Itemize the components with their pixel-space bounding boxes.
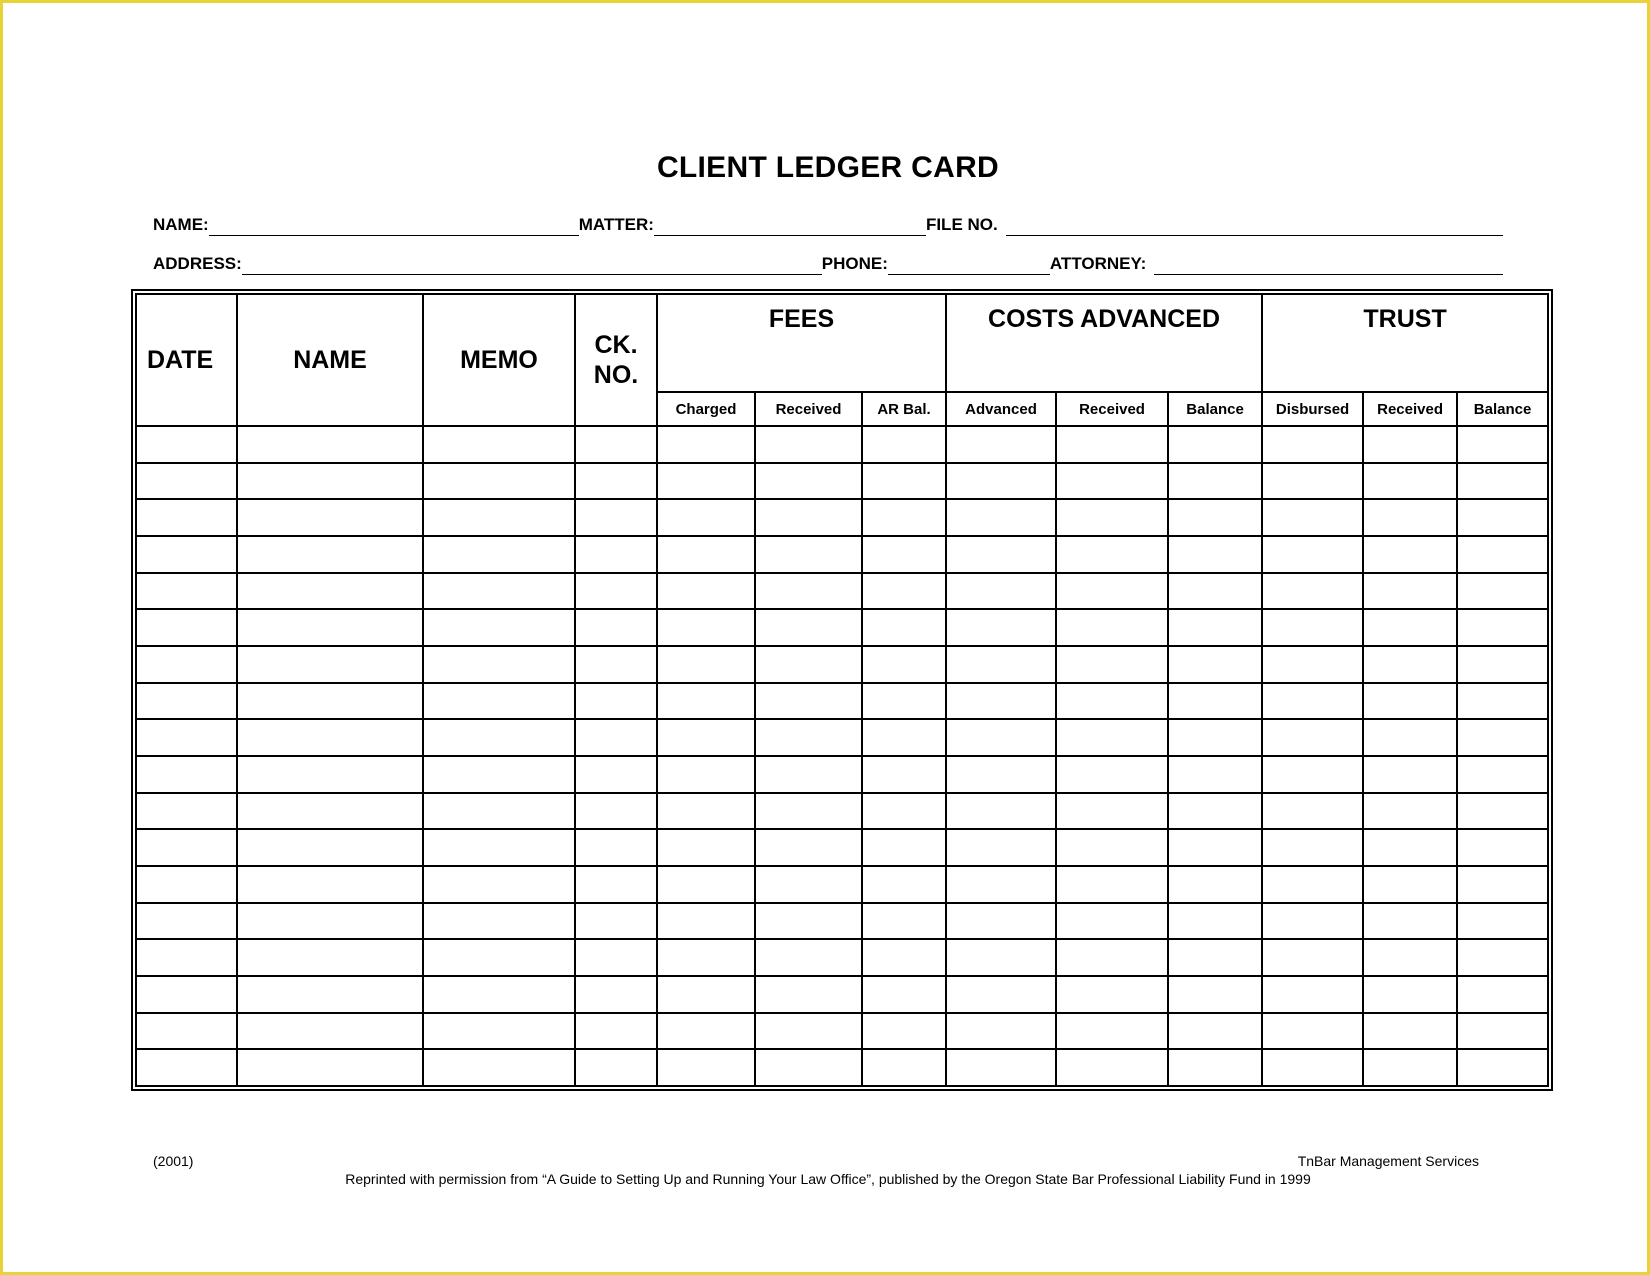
table-row: [136, 976, 1548, 1013]
table-cell[interactable]: [1363, 536, 1457, 573]
table-cell[interactable]: [862, 1013, 946, 1050]
table-cell[interactable]: [575, 939, 657, 976]
table-cell[interactable]: [423, 866, 575, 903]
table-cell[interactable]: [657, 1013, 755, 1050]
table-cell[interactable]: [136, 903, 237, 940]
table-cell[interactable]: [136, 793, 237, 830]
table-cell[interactable]: [1262, 829, 1363, 866]
table-cell[interactable]: [237, 646, 423, 683]
table-cell[interactable]: [862, 609, 946, 646]
ledger-table-frame: [131, 289, 1553, 1091]
table-row: [136, 1013, 1548, 1050]
table-cell[interactable]: [237, 829, 423, 866]
table-cell[interactable]: [1457, 683, 1548, 720]
table-cell[interactable]: [657, 609, 755, 646]
table-row: [136, 719, 1548, 756]
table-cell[interactable]: [423, 573, 575, 610]
table-cell[interactable]: [1457, 976, 1548, 1013]
table-cell[interactable]: [1168, 499, 1262, 536]
matter-label: MATTER:: [578, 215, 654, 234]
table-cell[interactable]: [1056, 609, 1168, 646]
table-cell[interactable]: [423, 609, 575, 646]
table-cell[interactable]: [1363, 866, 1457, 903]
table-cell[interactable]: [946, 793, 1056, 830]
table-cell[interactable]: [1457, 829, 1548, 866]
table-cell[interactable]: [946, 756, 1056, 793]
table-row: [136, 829, 1548, 866]
ck-label-line-1: CK.: [594, 331, 638, 359]
table-cell[interactable]: [1262, 609, 1363, 646]
table-cell[interactable]: [862, 1049, 946, 1086]
table-cell[interactable]: [862, 939, 946, 976]
table-cell[interactable]: [1056, 939, 1168, 976]
table-cell[interactable]: [862, 536, 946, 573]
table-cell[interactable]: [1457, 609, 1548, 646]
table-cell[interactable]: [1168, 463, 1262, 500]
table-cell[interactable]: [1363, 829, 1457, 866]
table-cell[interactable]: [1457, 719, 1548, 756]
table-cell[interactable]: [1168, 1049, 1262, 1086]
table-cell[interactable]: [1056, 646, 1168, 683]
table-cell[interactable]: [755, 426, 862, 463]
table-cell[interactable]: [755, 463, 862, 500]
table-cell[interactable]: [946, 683, 1056, 720]
table-cell[interactable]: [575, 646, 657, 683]
table-cell[interactable]: [575, 719, 657, 756]
table-cell[interactable]: [1168, 609, 1262, 646]
table-cell[interactable]: [946, 903, 1056, 940]
table-cell[interactable]: [423, 683, 575, 720]
table-cell[interactable]: [1262, 793, 1363, 830]
table-cell[interactable]: [423, 976, 575, 1013]
table-row: [136, 683, 1548, 720]
table-cell[interactable]: [946, 939, 1056, 976]
table-cell[interactable]: [1363, 719, 1457, 756]
table-cell[interactable]: [1363, 646, 1457, 683]
table-cell[interactable]: [1168, 939, 1262, 976]
table-cell[interactable]: [1457, 646, 1548, 683]
table-cell[interactable]: [862, 829, 946, 866]
table-cell[interactable]: [1056, 903, 1168, 940]
table-cell[interactable]: [657, 976, 755, 1013]
table-cell[interactable]: [1262, 1013, 1363, 1050]
subheader-trust-disbursed: Disbursed: [1262, 392, 1363, 426]
table-cell[interactable]: [136, 573, 237, 610]
table-cell[interactable]: [657, 646, 755, 683]
table-cell[interactable]: [862, 903, 946, 940]
subheader-costs-balance: Balance: [1168, 392, 1262, 426]
attorney-label: ATTORNEY:: [1049, 254, 1147, 273]
column-header-ck-no: [575, 294, 657, 426]
table-cell[interactable]: [946, 573, 1056, 610]
table-cell[interactable]: [1056, 426, 1168, 463]
table-cell[interactable]: [862, 866, 946, 903]
table-cell[interactable]: [1262, 426, 1363, 463]
phone-label: PHONE:: [821, 254, 888, 273]
column-header-memo: MEMO: [423, 294, 575, 426]
table-cell[interactable]: [755, 536, 862, 573]
table-cell[interactable]: [657, 463, 755, 500]
table-cell[interactable]: [1056, 793, 1168, 830]
table-cell[interactable]: [657, 756, 755, 793]
group-header-costs-advanced: COSTS ADVANCED: [946, 294, 1262, 392]
table-cell[interactable]: [575, 683, 657, 720]
table-cell[interactable]: [1262, 903, 1363, 940]
table-cell[interactable]: [237, 756, 423, 793]
table-cell[interactable]: [946, 499, 1056, 536]
table-cell[interactable]: [755, 829, 862, 866]
table-cell[interactable]: [237, 719, 423, 756]
table-cell[interactable]: [755, 903, 862, 940]
table-cell[interactable]: [1168, 829, 1262, 866]
table-cell[interactable]: [657, 793, 755, 830]
table-cell[interactable]: [1262, 976, 1363, 1013]
table-cell[interactable]: [657, 499, 755, 536]
subheader-trust-balance: Balance: [1457, 392, 1548, 426]
table-row: [136, 426, 1548, 463]
table-row: [136, 499, 1548, 536]
table-cell[interactable]: [1457, 536, 1548, 573]
subheader-trust-received: Received: [1363, 392, 1457, 426]
table-cell[interactable]: [862, 756, 946, 793]
table-cell[interactable]: [1363, 756, 1457, 793]
table-cell[interactable]: [575, 463, 657, 500]
table-cell[interactable]: [1363, 499, 1457, 536]
table-cell[interactable]: [136, 646, 237, 683]
table-row: [136, 793, 1548, 830]
footer-year: (2001): [153, 1153, 194, 1169]
table-cell[interactable]: [237, 609, 423, 646]
table-cell[interactable]: [657, 573, 755, 610]
table-cell[interactable]: [237, 536, 423, 573]
table-cell[interactable]: [136, 976, 237, 1013]
table-cell[interactable]: [136, 719, 237, 756]
table-cell[interactable]: [136, 499, 237, 536]
table-cell[interactable]: [1056, 866, 1168, 903]
header-fields-row-1: [153, 215, 1503, 236]
table-cell[interactable]: [1056, 719, 1168, 756]
table-cell[interactable]: [1262, 499, 1363, 536]
table-cell[interactable]: [1168, 793, 1262, 830]
table-row: [136, 1049, 1548, 1086]
table-cell[interactable]: [1363, 939, 1457, 976]
table-cell[interactable]: [946, 829, 1056, 866]
table-cell[interactable]: [946, 609, 1056, 646]
table-cell[interactable]: [1168, 573, 1262, 610]
table-cell[interactable]: [1457, 866, 1548, 903]
table-cell[interactable]: [1457, 1049, 1548, 1086]
table-cell[interactable]: [755, 939, 862, 976]
table-cell[interactable]: [136, 426, 237, 463]
subheader-costs-received: Received: [1056, 392, 1168, 426]
table-cell[interactable]: [136, 866, 237, 903]
table-cell[interactable]: [237, 793, 423, 830]
ledger-body: [136, 426, 1548, 1086]
table-row: [136, 463, 1548, 500]
table-cell[interactable]: [862, 426, 946, 463]
table-cell[interactable]: [1262, 756, 1363, 793]
table-cell[interactable]: [755, 976, 862, 1013]
table-cell[interactable]: [1363, 609, 1457, 646]
table-cell[interactable]: [1363, 903, 1457, 940]
table-cell[interactable]: [1056, 1013, 1168, 1050]
table-cell[interactable]: [946, 866, 1056, 903]
table-cell[interactable]: [755, 793, 862, 830]
table-cell[interactable]: [423, 463, 575, 500]
table-cell[interactable]: [657, 683, 755, 720]
table-cell[interactable]: [862, 573, 946, 610]
table-cell[interactable]: [237, 939, 423, 976]
table-cell[interactable]: [237, 903, 423, 940]
table-cell[interactable]: [575, 976, 657, 1013]
table-cell[interactable]: [1168, 903, 1262, 940]
table-cell[interactable]: [1168, 426, 1262, 463]
table-cell[interactable]: [136, 463, 237, 500]
table-cell[interactable]: [575, 756, 657, 793]
table-cell[interactable]: [1056, 829, 1168, 866]
table-cell[interactable]: [237, 1049, 423, 1086]
table-row: [136, 609, 1548, 646]
ledger-table: [135, 293, 1549, 1087]
table-cell[interactable]: [657, 829, 755, 866]
footer-publisher: TnBar Management Services: [1297, 1153, 1479, 1169]
address-label: ADDRESS:: [153, 254, 242, 273]
footer-reprint-notice: Reprinted with permission from “A Guide to Setting Up and Running Your Law Office”, published by the Oregon State Bar Professional Liability Fund in 1999: [345, 1171, 1311, 1187]
table-cell[interactable]: [1363, 683, 1457, 720]
table-cell[interactable]: [423, 499, 575, 536]
table-cell[interactable]: [1056, 1049, 1168, 1086]
table-cell[interactable]: [136, 756, 237, 793]
table-cell[interactable]: [1168, 866, 1262, 903]
table-cell[interactable]: [575, 793, 657, 830]
table-cell[interactable]: [755, 609, 862, 646]
table-cell[interactable]: [657, 939, 755, 976]
table-cell[interactable]: [657, 866, 755, 903]
table-cell[interactable]: [1056, 756, 1168, 793]
file-no-field[interactable]: [1006, 217, 1503, 236]
table-cell[interactable]: [136, 536, 237, 573]
name-label: NAME:: [153, 215, 209, 234]
table-cell[interactable]: [575, 866, 657, 903]
table-cell[interactable]: [136, 609, 237, 646]
table-cell[interactable]: [946, 1049, 1056, 1086]
table-cell[interactable]: [1168, 536, 1262, 573]
table-cell[interactable]: [755, 499, 862, 536]
table-cell[interactable]: [237, 499, 423, 536]
table-cell[interactable]: [1457, 426, 1548, 463]
subheader-fees-ar-bal: AR Bal.: [862, 392, 946, 426]
header-fields-row-2: [153, 254, 1503, 275]
table-cell[interactable]: [946, 463, 1056, 500]
table-cell[interactable]: [1262, 536, 1363, 573]
table-cell[interactable]: [1457, 793, 1548, 830]
table-cell[interactable]: [575, 903, 657, 940]
table-row: [136, 573, 1548, 610]
name-field[interactable]: [209, 217, 579, 236]
table-row: [136, 646, 1548, 683]
table-cell[interactable]: [657, 719, 755, 756]
table-cell[interactable]: [1363, 1013, 1457, 1050]
table-cell[interactable]: [1363, 573, 1457, 610]
table-cell[interactable]: [755, 756, 862, 793]
table-cell[interactable]: [657, 426, 755, 463]
table-row: [136, 903, 1548, 940]
table-cell[interactable]: [1168, 1013, 1262, 1050]
table-cell[interactable]: [1262, 866, 1363, 903]
table-cell[interactable]: [1168, 719, 1262, 756]
table-cell[interactable]: [862, 463, 946, 500]
column-header-name: NAME: [237, 294, 423, 426]
table-cell[interactable]: [1262, 646, 1363, 683]
table-cell[interactable]: [755, 719, 862, 756]
table-cell[interactable]: [237, 866, 423, 903]
table-cell[interactable]: [755, 1013, 862, 1050]
table-cell[interactable]: [423, 646, 575, 683]
table-cell[interactable]: [862, 499, 946, 536]
file-no-label: FILE NO.: [925, 215, 998, 234]
table-cell[interactable]: [1262, 683, 1363, 720]
table-cell[interactable]: [1363, 976, 1457, 1013]
page-title: CLIENT LEDGER CARD: [656, 151, 1000, 184]
table-cell[interactable]: [1168, 976, 1262, 1013]
table-cell[interactable]: [1056, 536, 1168, 573]
table-row: [136, 866, 1548, 903]
table-cell[interactable]: [423, 903, 575, 940]
table-cell[interactable]: [1457, 573, 1548, 610]
subheader-costs-advanced: Advanced: [946, 392, 1056, 426]
matter-field[interactable]: [654, 217, 926, 236]
table-cell[interactable]: [862, 793, 946, 830]
table-cell[interactable]: [423, 939, 575, 976]
table-cell[interactable]: [136, 1013, 237, 1050]
table-cell[interactable]: [946, 976, 1056, 1013]
table-cell[interactable]: [1056, 499, 1168, 536]
table-cell[interactable]: [423, 1049, 575, 1086]
table-row: [136, 536, 1548, 573]
table-cell[interactable]: [1363, 463, 1457, 500]
table-cell[interactable]: [1056, 463, 1168, 500]
table-cell[interactable]: [575, 426, 657, 463]
table-cell[interactable]: [237, 573, 423, 610]
table-cell[interactable]: [755, 646, 862, 683]
table-cell[interactable]: [1056, 683, 1168, 720]
table-cell[interactable]: [1168, 683, 1262, 720]
subheader-fees-received: Received: [755, 392, 862, 426]
table-cell[interactable]: [946, 646, 1056, 683]
table-cell[interactable]: [237, 426, 423, 463]
table-cell[interactable]: [237, 683, 423, 720]
table-cell[interactable]: [423, 426, 575, 463]
table-row: [136, 939, 1548, 976]
table-cell[interactable]: [946, 536, 1056, 573]
table-cell[interactable]: [1457, 939, 1548, 976]
table-cell[interactable]: [946, 719, 1056, 756]
table-cell[interactable]: [1262, 463, 1363, 500]
table-cell[interactable]: [862, 683, 946, 720]
table-cell[interactable]: [1056, 573, 1168, 610]
table-cell[interactable]: [657, 536, 755, 573]
table-cell[interactable]: [946, 426, 1056, 463]
table-cell[interactable]: [755, 573, 862, 610]
table-cell[interactable]: [136, 829, 237, 866]
table-cell[interactable]: [575, 536, 657, 573]
table-cell[interactable]: [575, 609, 657, 646]
table-cell[interactable]: [136, 683, 237, 720]
table-cell[interactable]: [423, 793, 575, 830]
table-cell[interactable]: [136, 939, 237, 976]
table-cell[interactable]: [237, 1013, 423, 1050]
table-cell[interactable]: [1262, 719, 1363, 756]
table-cell[interactable]: [755, 866, 862, 903]
table-cell[interactable]: [423, 756, 575, 793]
table-cell[interactable]: [862, 719, 946, 756]
table-cell[interactable]: [1262, 939, 1363, 976]
table-cell[interactable]: [862, 976, 946, 1013]
table-cell[interactable]: [423, 1013, 575, 1050]
ck-label-line-2: NO.: [593, 361, 639, 389]
table-cell[interactable]: [755, 683, 862, 720]
table-cell[interactable]: [1457, 903, 1548, 940]
table-cell[interactable]: [237, 976, 423, 1013]
table-cell[interactable]: [1262, 1049, 1363, 1086]
table-cell[interactable]: [1457, 463, 1548, 500]
phone-field[interactable]: [888, 256, 1050, 275]
table-cell[interactable]: [1363, 1049, 1457, 1086]
table-cell[interactable]: [575, 1013, 657, 1050]
table-cell[interactable]: [575, 1049, 657, 1086]
group-header-fees: FEES: [657, 294, 946, 392]
table-cell[interactable]: [575, 829, 657, 866]
table-cell[interactable]: [862, 646, 946, 683]
table-cell[interactable]: [237, 463, 423, 500]
table-cell[interactable]: [946, 1013, 1056, 1050]
table-cell[interactable]: [575, 573, 657, 610]
table-cell[interactable]: [657, 903, 755, 940]
table-cell[interactable]: [423, 829, 575, 866]
table-cell[interactable]: [423, 719, 575, 756]
address-field[interactable]: [242, 256, 822, 275]
table-cell[interactable]: [1168, 646, 1262, 683]
table-cell[interactable]: [1262, 573, 1363, 610]
table-cell[interactable]: [136, 1049, 237, 1086]
table-cell[interactable]: [1457, 499, 1548, 536]
table-cell[interactable]: [575, 499, 657, 536]
column-header-date: DATE: [136, 294, 237, 426]
table-cell[interactable]: [423, 536, 575, 573]
table-cell[interactable]: [755, 1049, 862, 1086]
attorney-field[interactable]: [1154, 256, 1503, 275]
table-cell[interactable]: [1363, 793, 1457, 830]
table-row: [136, 756, 1548, 793]
subheader-fees-charged: Charged: [657, 392, 755, 426]
group-header-trust: TRUST: [1262, 294, 1548, 392]
table-cell[interactable]: [1168, 756, 1262, 793]
table-cell[interactable]: [657, 1049, 755, 1086]
table-cell[interactable]: [1457, 756, 1548, 793]
table-cell[interactable]: [1457, 1013, 1548, 1050]
table-cell[interactable]: [1363, 426, 1457, 463]
table-cell[interactable]: [1056, 976, 1168, 1013]
